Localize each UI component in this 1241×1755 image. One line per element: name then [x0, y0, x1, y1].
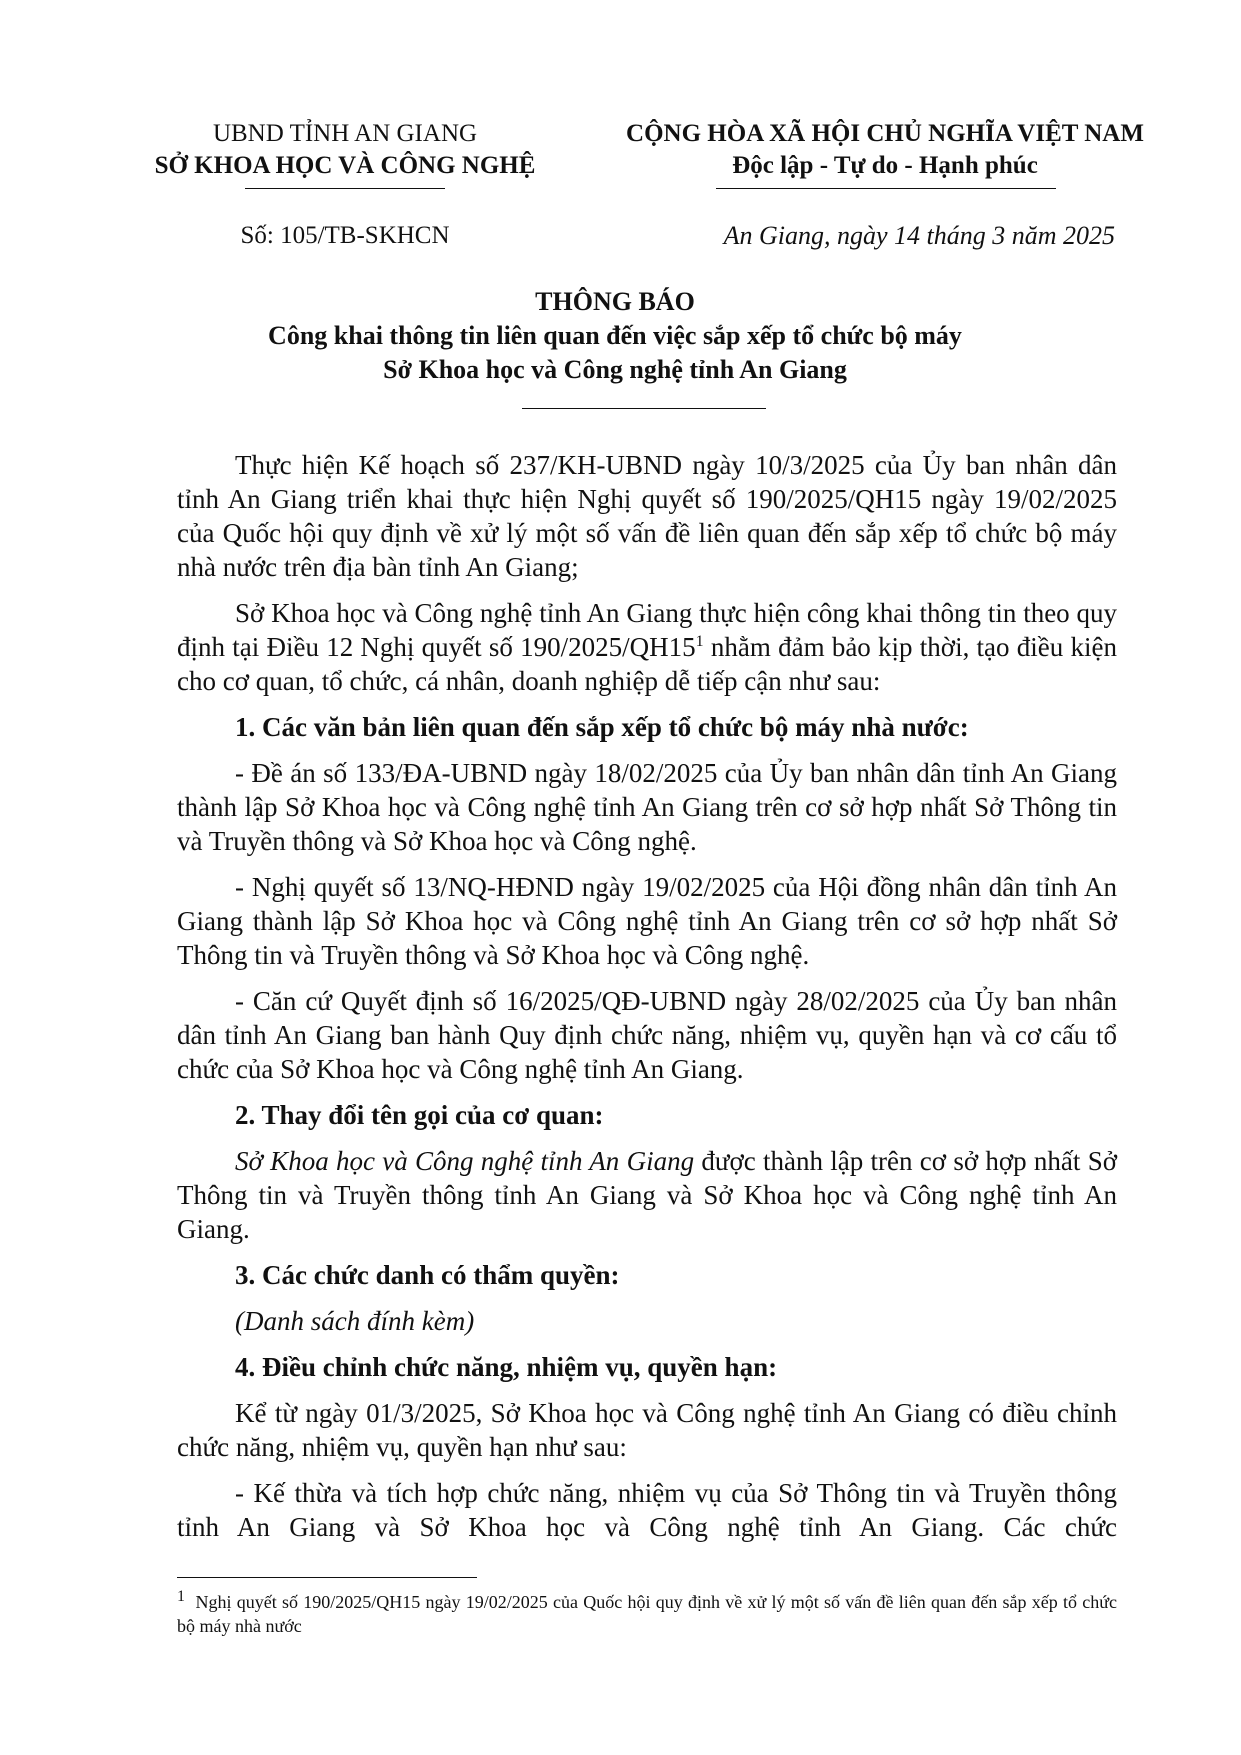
section-4-heading: 4. Điều chỉnh chức năng, nhiệm vụ, quyền hạn:: [235, 1352, 778, 1382]
section-4-item-1: - Kế thừa và tích hợp chức năng, nhiệm vụ của Sở Thông tin và Truyền thông tỉnh An Giang và Sở Khoa học và Công nghệ tỉnh An Giang. Các chức: [177, 1478, 1117, 1542]
footnote-mark: 1: [177, 1588, 185, 1605]
agency-parent: UBND TỈNH AN GIANG: [212, 120, 478, 147]
footnote-text: Nghị quyết số 190/2025/QH15 ngày 19/02/2025 của Quốc hội quy định về xử lý một số vấn đề liên quan đến sắp xếp tổ chức bộ máy nhà nước: [177, 1592, 1118, 1636]
section-2-heading: 2. Thay đổi tên gọi của cơ quan:: [235, 1100, 604, 1130]
document-title: [110, 285, 1120, 387]
section-3-text: (Danh sách đính kèm): [235, 1306, 475, 1336]
purpose-text: Sở Khoa học và Công nghệ tỉnh An Giang thực hiện công khai thông tin theo quy định tại Điều 12 Nghị quyết số 190/2025/QH15: [177, 598, 1117, 662]
national-motto: Độc lập - Tự do - Hạnh phúc: [732, 152, 1038, 179]
section-1-item-1: - Đề án số 133/ĐA-UBND ngày 18/02/2025 của Ủy ban nhân dân tỉnh An Giang thành lập Sở Khoa học và Công nghệ tỉnh An Giang trên cơ sở hợp nhất Sở Thông tin và Truyền thông và Sở Khoa học và Công nghệ.: [177, 758, 1117, 856]
purpose-paragraph: [177, 596, 1117, 698]
agency-underline: [245, 188, 445, 189]
motto-underline: [716, 188, 1056, 189]
agency-name: SỞ KHOA HỌC VÀ CÔNG NGHỆ: [154, 152, 536, 179]
footnote: [177, 1590, 1117, 1638]
document-body: [177, 448, 1117, 1556]
agency-name-italic: Sở Khoa học và Công nghệ tỉnh An Giang: [235, 1146, 695, 1176]
section-1-item-2: - Nghị quyết số 13/NQ-HĐND ngày 19/02/2025 của Hội đồng nhân dân tỉnh An Giang thành lập Sở Khoa học và Công nghệ tỉnh An Giang trên cơ sở hợp nhất Sở Thông tin và Truyền thông và Sở Khoa học và Công nghệ.: [177, 872, 1117, 970]
national-header: [585, 118, 1185, 182]
subject-line-2: Sở Khoa học và Công nghệ tỉnh An Giang: [383, 355, 847, 384]
section-1-heading: 1. Các văn bản liên quan đến sắp xếp tổ chức bộ máy nhà nước:: [235, 712, 969, 742]
intro-paragraph: Thực hiện Kế hoạch số 237/KH-UBND ngày 10/3/2025 của Ủy ban nhân dân tỉnh An Giang triển khai thực hiện Nghị quyết số 190/2025/QH15 ngày 19/02/2025 của Quốc hội quy định về xử lý một số vấn đề liên quan đến sắp xếp tổ chức bộ máy nhà nước trên địa bàn tỉnh An Giang;: [177, 450, 1117, 582]
agency-header: [110, 118, 580, 182]
subject-line-1: Công khai thông tin liên quan đến việc sắp xếp tổ chức bộ máy: [268, 321, 962, 350]
section-4-text: Kể từ ngày 01/3/2025, Sở Khoa học và Công nghệ tỉnh An Giang có điều chỉnh chức năng, nhiệm vụ, quyền hạn như sau:: [177, 1398, 1117, 1462]
document-number: Số: 105/TB-SKHCN: [240, 222, 450, 249]
section-2-text: [177, 1144, 1117, 1246]
country-name: CỘNG HÒA XÃ HỘI CHỦ NGHĨA VIỆT NAM: [626, 120, 1144, 147]
document-type: THÔNG BÁO: [535, 287, 695, 316]
section-1-item-3: - Căn cứ Quyết định số 16/2025/QĐ-UBND ngày 28/02/2025 của Ủy ban nhân dân tỉnh An Giang ban hành Quy định chức năng, nhiệm vụ, quyền hạn và cơ cấu tổ chức của Sở Khoa học và Công nghệ tỉnh An Giang.: [177, 986, 1117, 1084]
section-3-heading: 3. Các chức danh có thẩm quyền:: [235, 1260, 620, 1290]
title-underline: [522, 408, 766, 409]
section-2-text-rest: được thành lập trên cơ sở hợp nhất Sở Thông tin và Truyền thông tỉnh An Giang và Sở Khoa học và Công nghệ tỉnh An Giang.: [177, 1146, 1117, 1244]
footnote-reference[interactable]: 1: [695, 633, 704, 650]
place-date: An Giang, ngày 14 tháng 3 năm 2025: [723, 221, 1115, 250]
footnote-separator: [177, 1577, 477, 1578]
purpose-text-cont: nhằm đảm bảo kịp thời, tạo điều kiện cho cơ quan, tổ chức, cá nhân, doanh nghiệp dễ tiếp cận như sau:: [177, 632, 1117, 696]
